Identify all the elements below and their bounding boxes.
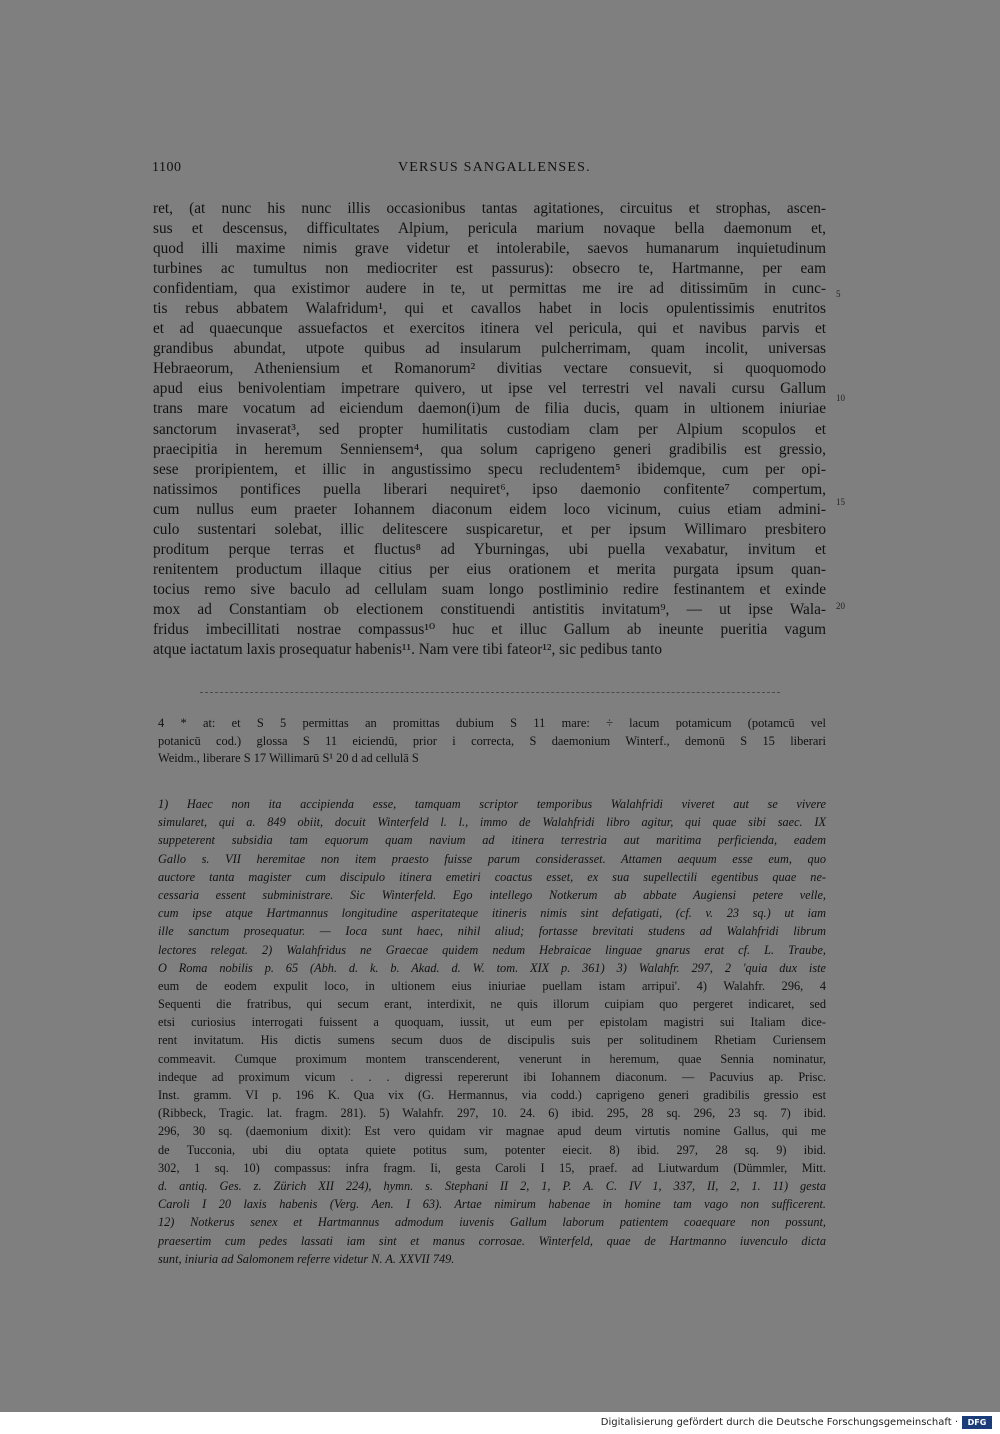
footnote-line: cum ipse atque Hartmannus longitudine asperitateque itineris nimis sint defatigati, (cf. v. 23 sq.) ut iam [158,906,826,921]
main-text-line: quod illi maxime nimis grave videtur et intolerabile, saevos humanarum inquietudinum [153,240,826,258]
margin-line-number: 15 [836,497,845,507]
footnote-line: 296, 30 sq. (daemonium dixit): Est vero quidam vir magnae apud deum virtutis nomine Gallus, qui me [158,1124,826,1139]
main-text-line: Hebraeorum, Atheniensium et Romanorum² divitias vectare consuevit, si quoquomodo [153,360,826,378]
main-text-line: proditum perque terras et fluctus⁸ ad Yburningas, ubi puella vexabatur, invitum et [153,540,826,558]
footnote-line: etsi curiosius interrogati fuissent a quoquam, iussit, ut eum per epistolam magistri sui Italiam dice- [158,1015,826,1030]
footnote-line: Caroli I 20 laxis habenis (Verg. Aen. I 63). Artae nimirum habenae in homine tam vago non sufficerent. [158,1197,826,1212]
main-text-line: et ad quaecunque assuefactos et exercitos itinera vel pericula, qui et navibus parvis et [153,320,826,338]
main-text-line: tis rebus abbatem Walafridum¹, qui et cavallos habet in locis opulentissimis enutritos [153,300,826,318]
footnote-line: O Roma nobilis p. 65 (Abh. d. k. b. Akad. d. W. tom. XIX p. 361) 3) Walahfr. 297, 2 'quia dux iste [158,960,826,975]
main-text-line: mox ad Constantiam ob electionem constituendi antistitis invitatum⁹, — ut ipse Wala- [153,600,826,618]
main-text-line: apud eius benivolentiam impetrare quivero, ut ipse vel terrestri vel navali cursu Gallum [153,380,826,398]
footnote-line: d. antiq. Ges. z. Zürich XII 224), hymn. s. Stephani II 2, 1, P. A. C. IV 1, 337, II, 2, 1. 11) gesta [158,1178,826,1193]
margin-line-number: 20 [836,601,845,611]
apparatus-line: Weidm., liberare S 17 Willimarū S¹ 20 d ad cellulā S [158,751,419,766]
main-text-line: fridus imbecillitati nostrae compassus¹⁰ huc et illuc Gallum ab ineunte pueritia vagum [153,620,826,638]
footnote-line: simularet, qui a. 849 obiit, docuit Winterfeld l. l., immo de Walahfridi libro agitur, qui quae sibi saec. IX [158,815,826,830]
footnote-line: de Tucconia, ubi diu optata quiete potitus sum, potenter eiecit. 8) ibid. 297, 28 sq. 9) ibid. [158,1142,826,1157]
footnote-line: ille sanctum prosequatur. — Ioca sunt haec, nihil aliud; fortasse brevitati studens ad Walahfridi librum [158,924,826,939]
footnote-line: cessaria essent subministrare. Sic Winterfeld. Ego intellego Notkerum ab abbate Augiensi petere velle, [158,887,826,902]
dfg-logo[interactable]: DFG [962,1416,992,1429]
apparatus-line: potanicū cod.) glossa S 11 eiciendū, prior i correcta, S daemonium Winterf., demonū S 15 liberari [158,733,826,748]
footnote-line: rent invitatum. His dictis sumens secum duos de discipulis suis per solitudinem Rhetiam Curiensem [158,1033,826,1048]
footnote-line: suppeterent subsidia tam equorum quam navium ad itinera terrestria aut maritima perficienda, eadem [158,833,826,848]
separator-rule [200,692,780,693]
footnote-line: Inst. gramm. VI p. 196 K. Qua vix (G. Hermannus, via codd.) caprigeno generi gradibilis gressio est [158,1088,826,1102]
footnote-line: Gallo s. VII heremitae non item praesto fuisse parum considerasset. Attamen aequum esse eum, quo [158,851,826,866]
footnote-line: commeavit. Cumque proximum montem transcenderent, venerunt in heremum, quae Sennia nominatur, [158,1051,826,1066]
margin-line-number: 10 [836,393,845,403]
main-text-block [153,199,826,660]
main-text-line: culo sustentari solebat, illic delitescere suspicaretur, et per ipsum Willimaro presbitero [153,520,826,538]
main-text-line: renitentem productum illaque citius per eius orationem et merita purgata ipsum quan- [153,560,826,578]
running-title: VERSUS SANGALLENSES. [398,160,591,175]
footnote-line: eum de eodem expulit loco, in ultionem eius iniuriae puellam istam arripui'. 4) Walahfr. 296, 4 [158,978,826,993]
footnote-line: indeque ad proximum vicum . . . digressi repererunt ibi Iohannem diaconum. — Pacuvius ap. Prisc. [158,1069,826,1084]
footnotes-block [158,795,826,1268]
main-text-line: natissimos pontifices puella liberari nequiret⁶, ipso daemonio confitente⁷ compertum, [153,480,826,498]
main-text-line: cum nullus eum praeter Iohannem diaconum eidem loco vicinum, cuius etiam admini- [153,500,826,518]
main-text-line: ret, (at nunc his nunc illis occasionibus tantas agitationes, circuitus et strophas, ascen- [153,200,826,217]
main-text-line: sus et descensus, difficultates Alpium, pericula marium novaque bella daemonum et, [153,220,826,238]
main-text-line: sese proripientem, et illic in angustissimo specu recludentem⁵ ibidemque, cum per opi- [153,460,826,478]
main-text-line: atque iactatum laxis prosequatur habenis¹¹. Nam vere tibi fateor¹², sic pedibus tanto [153,641,662,659]
footnote-line: auctore tanta magister cum discipulo itinera emetiri coactus esset, ex sua supellectili egentibus quae ne- [158,869,826,884]
footnote-line: 302, 1 sq. 10) compassus: infra fragm. Ii, gesta Caroli I 15, praef. ad Liutwardum (Dümmler, Mitt. [158,1160,826,1175]
apparatus-line: 4 * at: et S 5 permittas an promittas dubium S 11 mare: ÷ lacum potamicum (potamcū vel [158,716,826,730]
footnote-line: 1) Haec non ita accipienda esse, tamquam scriptor temporibus Walahfridi viveret aut se vivere [158,797,826,811]
main-text-line: trans mare vocatum ad eiciendum daemon(i)um de filia ducis, quam in ultionem iniuriae [153,400,826,418]
main-text-line: tocius remo sive baculo ad cellulam suam longo postliminio redire festinantem et exinde [153,580,826,598]
main-text-line: confidentiam, qua existimor audere in te, ut permittas me ire ad ditissimūm in cunc- [153,280,826,298]
main-text-line: turbines ac tumultus non mediocriter est passurus): obsecro te, Hartmanne, per eam [153,260,826,278]
margin-line-number: 5 [836,289,841,299]
footnote-line: (Ribbeck, Tragic. lat. fragm. 281). 5) Walahfr. 297, 10. 24. 6) ibid. 295, 28 sq. 296, 23 sq. 7) ibid. [158,1106,826,1121]
main-text-line: praecipitia in heremum Senniensem⁴, qua solum caprigeno generi gradibilis est gressio, [153,440,826,458]
main-text-line: grandibus abundat, utpote quibus ad insularum pulcherrimam, quam incolit, universas [153,340,826,358]
critical-apparatus [158,715,826,768]
footnote-line: 12) Notkerus senex et Hartmannus admodum iuvenis Gallum laborum patientem coaequare non possunt, [158,1215,826,1230]
page-number: 1100 [152,160,182,175]
footnote-line: lectores relegat. 2) Walahfridus ne Graecae quidem nedum Hebraicae linguae gnarus erat cf. L. Traube, [158,942,826,957]
footnote-line: sunt, iniuria ad Salomonem referre videtur N. A. XXVII 749. [158,1251,455,1266]
main-text-line: sanctorum invaserat³, sed propter humilitatis custodiam clam per Alpium scopulos et [153,420,826,438]
funding-credit[interactable]: Digitalisierung gefördert durch die Deutsche Forschungsgemeinschaft · [600,1417,958,1428]
footer-bar [0,1414,1000,1434]
footnote-line: Sequenti die fratribus, qui secum erant, interdixit, ne quis illorum cuipiam quo pergeret indicaret, sed [158,997,826,1012]
footnote-line: praesertim cum pedes lassati iam sint et manus corrosae. Winterfeld, quae de Hartmanno iuvenculo dicta [158,1233,826,1248]
